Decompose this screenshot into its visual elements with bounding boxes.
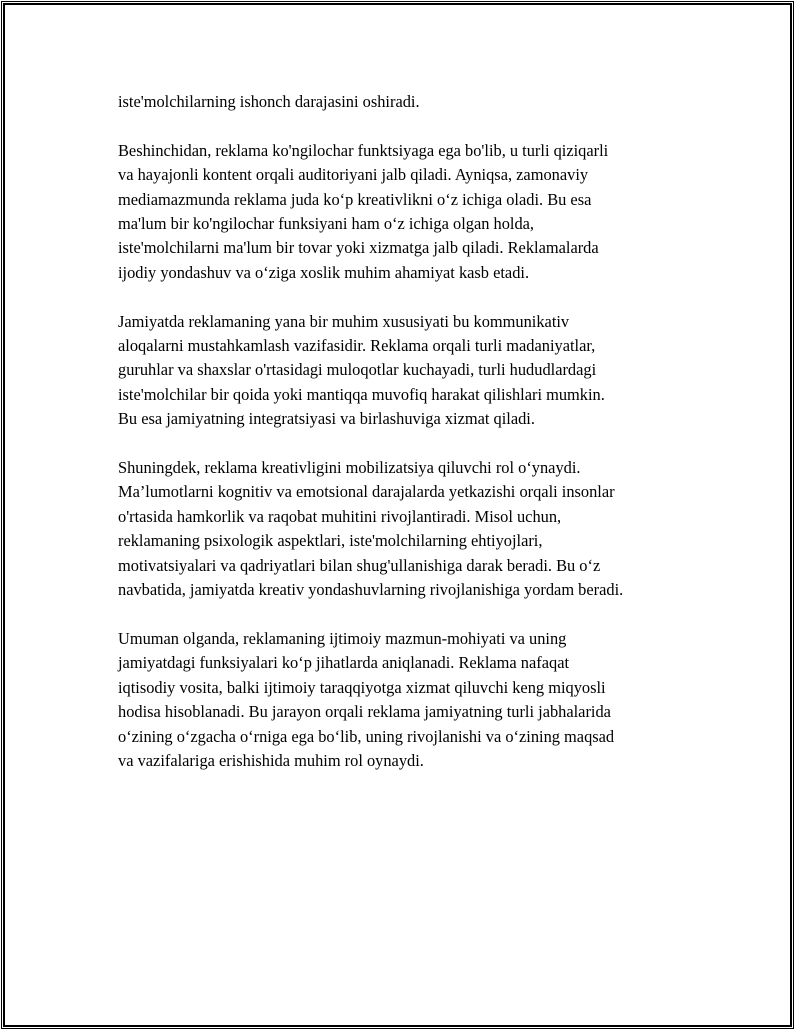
text-line: ma'lum bir ko'ngilochar funksiyani ham o‘z ichiga olgan holda, [118,214,535,234]
text-line: Ma’lumotlarni kognitiv va emotsional darajalarda yetkazishi orqali insonlar [118,482,615,502]
text-line: reklamaning psixologik aspektlari, iste'molchilarning ehtiyojlari, [118,531,543,551]
text-line: Jamiyatda reklamaning yana bir muhim xususiyati bu kommunikativ [118,311,570,331]
text-line: Bu esa jamiyatning integratsiyasi va birlashuviga xizmat qiladi. [118,409,535,429]
text-line: iste'molchilar bir qoida yoki mantiqqa muvofiq harakat qilishlari mumkin. [118,384,605,404]
paragraph-3 [118,310,698,432]
text-line: va vazifalariga erishishida muhim rol oynaydi. [118,750,424,770]
text-line: aloqalarni mustahkamlash vazifasidir. Reklama orqali turli madaniyatlar, [118,336,596,356]
text-line: iste'molchilarning ishonch darajasini oshiradi. [118,92,420,111]
text-line: o'rtasida hamkorlik va raqobat muhitini rivojlantiradi. Misol uchun, [118,506,562,526]
text-line: Umuman olganda, reklamaning ijtimoiy mazmun-mohiyati va uning [118,628,567,648]
text-line: iste'molchilarni ma'lum bir tovar yoki xizmatga jalb qiladi. Reklamalarda [118,238,599,258]
text-line: Shuningdek, reklama kreativligini mobilizatsiya qiluvchi rol o‘ynaydi. [118,458,581,478]
text-line: o‘zining o‘zgacha o‘rniga ega bo‘lib, uning rivojlanishi va o‘zining maqsad [118,726,615,746]
text-line: va hayajonli kontent orqali auditoriyani jalb qiladi. Ayniqsa, zamonaviy [118,165,589,185]
paragraph-4 [118,456,698,602]
text-line: Beshinchidan, reklama ko'ngilochar funktsiyaga ega bo'lib, u turli qiziqarli [118,140,609,160]
text-line: iqtisodiy vosita, balki ijtimoiy taraqqiyotga xizmat qiluvchi keng miqyosli [118,677,606,697]
text-line: jamiyatdagi funksiyalari ko‘p jihatlarda aniqlanadi. Reklama nafaqat [118,653,570,673]
text-line: guruhlar va shaxslar o'rtasidagi muloqotlar kuchayadi, turli hududlardagi [118,360,597,380]
text-line: ijodiy yondashuv va o‘ziga xoslik muhim ahamiyat kasb etadi. [118,262,530,282]
paragraph-1 [118,90,698,114]
document-body [118,90,698,798]
text-line: hodisa hisoblanadi. Bu jarayon orqali reklama jamiyatning turli jabhalarida [118,702,611,722]
text-line: mediamazmunda reklama juda ko‘p kreativlikni o‘z ichiga oladi. Bu esa [118,189,592,209]
text-line: navbatida, jamiyatda kreativ yondashuvlarning rivojlanishiga yordam beradi. [118,580,624,600]
paragraph-2 [118,139,698,285]
paragraph-5 [118,627,698,773]
text-line: motivatsiyalari va qadriyatlari bilan shug'ullanishiga darak beradi. Bu o‘z [118,555,601,575]
